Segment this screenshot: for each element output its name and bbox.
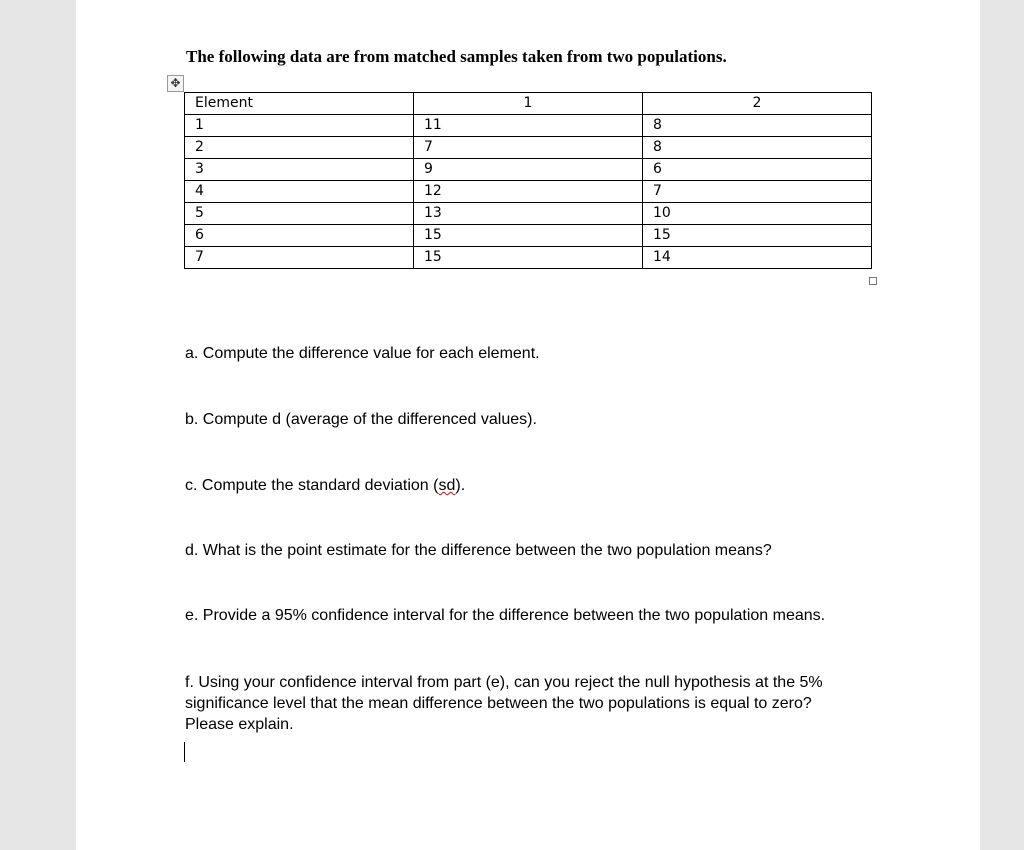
table-cell[interactable]: 2 bbox=[185, 137, 414, 159]
table-move-handle-icon[interactable]: ✥ bbox=[167, 75, 184, 92]
spellcheck-word[interactable]: sd bbox=[438, 477, 456, 494]
text-cursor bbox=[184, 742, 185, 762]
document-heading: The following data are from matched samples taken from two populations. bbox=[186, 47, 727, 66]
table-row bbox=[185, 181, 872, 203]
table-header-row bbox=[185, 93, 872, 115]
table-row bbox=[185, 203, 872, 225]
table-cell[interactable]: 7 bbox=[414, 137, 643, 159]
table-cell[interactable]: 10 bbox=[643, 203, 872, 225]
question-c bbox=[185, 475, 865, 496]
table-row bbox=[185, 247, 872, 269]
table-cell[interactable]: 15 bbox=[643, 225, 872, 247]
header-cell[interactable]: 1 bbox=[414, 93, 643, 115]
question-b: b. Compute d (average of the differenced values). bbox=[185, 411, 537, 428]
table-cell[interactable]: 13 bbox=[414, 203, 643, 225]
table-cell[interactable]: 9 bbox=[414, 159, 643, 181]
header-cell[interactable]: 2 bbox=[643, 93, 872, 115]
table-cell[interactable]: 8 bbox=[643, 115, 872, 137]
table-cell[interactable]: 15 bbox=[414, 225, 643, 247]
table-cell[interactable]: 5 bbox=[185, 203, 414, 225]
table-row bbox=[185, 115, 872, 137]
question-d: d. What is the point estimate for the difference between the two population means? bbox=[185, 542, 772, 559]
table-cell[interactable]: 1 bbox=[185, 115, 414, 137]
table-cell[interactable]: 6 bbox=[643, 159, 872, 181]
table-row bbox=[185, 225, 872, 247]
question-c-text: c. Compute the standard deviation ( bbox=[185, 477, 439, 494]
table-cell[interactable]: 4 bbox=[185, 181, 414, 203]
table-cell[interactable]: 15 bbox=[414, 247, 643, 269]
table-row bbox=[185, 137, 872, 159]
question-c-end: ). bbox=[455, 477, 466, 494]
table-resize-handle[interactable] bbox=[869, 277, 877, 285]
question-f: f. Using your confidence interval from part (e), can you reject the null hypothesis at the 5% significance level that the mean difference between the two populations is equal to zero? Please explain. bbox=[185, 674, 823, 733]
header-cell[interactable]: Element bbox=[185, 93, 414, 115]
question-e: e. Provide a 95% confidence interval for the difference between the two population means. bbox=[185, 607, 826, 624]
table-cell[interactable]: 3 bbox=[185, 159, 414, 181]
data-table bbox=[184, 92, 872, 269]
question-a: a. Compute the difference value for each element. bbox=[185, 345, 540, 362]
table-cell[interactable]: 7 bbox=[185, 247, 414, 269]
table-cell[interactable]: 7 bbox=[643, 181, 872, 203]
table-cell[interactable]: 11 bbox=[414, 115, 643, 137]
table-cell[interactable]: 12 bbox=[414, 181, 643, 203]
table-cell[interactable]: 8 bbox=[643, 137, 872, 159]
table-cell[interactable]: 14 bbox=[643, 247, 872, 269]
table-cell[interactable]: 6 bbox=[185, 225, 414, 247]
table-row bbox=[185, 159, 872, 181]
